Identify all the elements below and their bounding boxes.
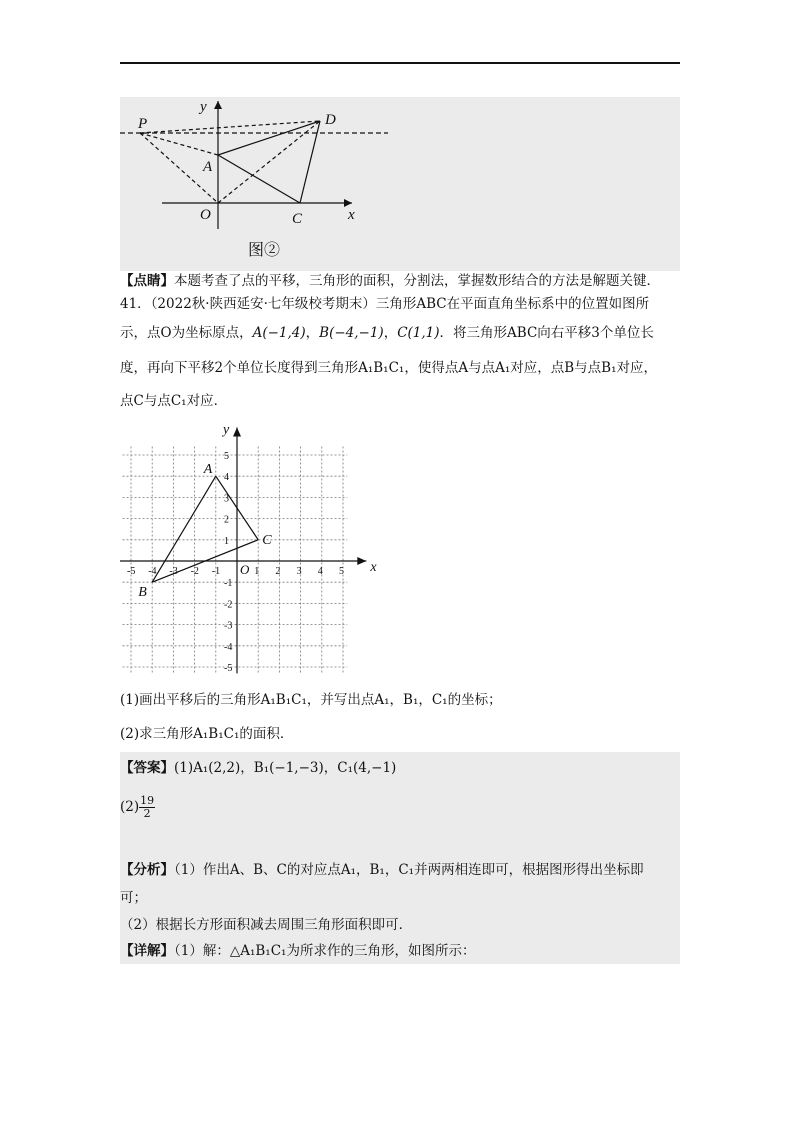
answer-1: (1)A₁(2,2)，B₁(−1,−3)，C₁(4,−1) [174, 760, 397, 776]
comment-text: 本题考查了点的平移，三角形的面积，分割法，掌握数形结合的方法是解题关键． [174, 273, 660, 289]
fig2-line-AC [218, 155, 300, 203]
grid-y-tick-label: -3 [224, 620, 233, 632]
grid-x-tick-label: 4 [317, 566, 323, 577]
detail-text: （1）解：△A₁B₁C₁为所求作的三角形，如图所示： [174, 943, 476, 959]
question-1: (1)画出平移后的三角形A₁B₁C₁，并写出点A₁，B₁，C₁的坐标； [120, 692, 502, 708]
problem-line1-rest: 三角形ABC在平面直角坐标系中的位置如图所 [375, 296, 650, 312]
grid-y-tick-label: 1 [224, 535, 229, 547]
triangle-side-AB [152, 476, 216, 582]
answer-2-fraction [139, 795, 155, 820]
grid-x-tick-label: -2 [190, 566, 199, 577]
grid-x-tick-label: 3 [296, 566, 302, 577]
problem-line2-b: ．将三角形ABC向右平移3个单位长 [439, 325, 654, 341]
grid-x-tick-label: -3 [169, 566, 178, 577]
grid-y-tick-label: -2 [224, 599, 233, 611]
grid-y-tick-label: 3 [224, 493, 229, 505]
header-rule [120, 62, 680, 64]
fig2-label-y: y [200, 99, 207, 115]
detail-tag: 【详解】 [120, 943, 174, 959]
grid-axis-label-y: y [223, 422, 230, 438]
fig2-label-x: x [348, 207, 355, 223]
answer-2-numerator: 19 [140, 794, 155, 807]
fig2-label-C: C [292, 211, 303, 227]
comment-line [120, 271, 660, 291]
grid-y-tick-label: -5 [224, 663, 233, 674]
analysis-line-1 [120, 860, 644, 880]
answer-line-1 [120, 758, 396, 778]
point-C: C(1,1) [397, 325, 440, 341]
fig2-line-AD [218, 121, 320, 155]
grid-origin-label: O [240, 562, 250, 577]
grid-y-tick-label: -4 [224, 641, 233, 653]
grid-x-tick-label: 1 [254, 566, 260, 577]
grid-y-tick-label: 5 [224, 451, 229, 462]
problem-line2-a: 示，点O为坐标原点， [120, 325, 253, 341]
answer-tag: 【答案】 [120, 760, 174, 776]
grid-x-tick-label: -5 [127, 566, 136, 577]
fig2-label-P: P [138, 116, 148, 132]
grid-x-tick-label: 5 [339, 566, 344, 577]
fig2-caption: 图② [248, 242, 281, 259]
problem-line-1 [120, 294, 649, 314]
figure-2 [120, 97, 420, 267]
problem-line-2: 示，点O为坐标原点，A(−1,4)，B(−4,−1)，C(1,1)．将三角形ABC向右平移3个单位长 [120, 325, 654, 341]
answer-line-2 [120, 795, 155, 820]
detail-line [120, 941, 475, 961]
answer-2-prefix: (2) [120, 799, 140, 815]
answer-2-denominator: 2 [143, 807, 151, 820]
grid-x-tick-label: -1 [211, 566, 221, 577]
grid-y-arrow [233, 427, 241, 436]
vertex-label-A: A [203, 462, 213, 478]
question-2: (2)求三角形A₁B₁C₁的面积． [120, 726, 294, 742]
problem-source: （2022秋·陕西延安·七年级校考期末） [150, 296, 376, 312]
problem-line-4: 点C与点C₁对应． [120, 393, 228, 409]
grid-y-tick-label: -1 [224, 578, 233, 590]
grid-x-tick-label: -4 [148, 566, 157, 577]
grid-y-tick-label: 4 [224, 472, 229, 484]
vertex-label-C: C [262, 532, 272, 548]
point-B: B(−4,−1) [319, 325, 384, 341]
grid-x-tick-label: 2 [275, 566, 281, 577]
analysis-line-2: 可； [120, 890, 147, 906]
grid-y-tick-label: 2 [224, 514, 229, 526]
point-A: A(−1,4) [252, 325, 306, 341]
analysis-line-3: （2）根据长方形面积减去周围三角形面积即可． [120, 917, 413, 933]
grid-x-arrow [357, 557, 366, 565]
grid-axis-label-x: x [370, 560, 377, 575]
fig2-dashed-PD [140, 121, 320, 133]
problem-line-3: 度，再向下平移2个单位长度得到三角形A₁B₁C₁，使得点A与点A₁对应，点B与点B₁对应， [120, 360, 657, 376]
fig2-label-A: A [203, 159, 213, 175]
coordinate-grid-figure [120, 420, 390, 675]
fig2-label-O: O [200, 207, 211, 223]
analysis-tag: 【分析】 [120, 862, 174, 878]
problem-number: 41． [120, 296, 151, 312]
comment-tag: 【点睛】 [120, 273, 174, 289]
vertex-label-B: B [138, 585, 147, 601]
fig2-line-DC [300, 121, 320, 203]
analysis-text-1: （1）作出A、B、C的对应点A₁，B₁，C₁并两两相连即可，根据图形得出坐标即 [174, 862, 644, 878]
fig2-label-D: D [325, 112, 336, 128]
